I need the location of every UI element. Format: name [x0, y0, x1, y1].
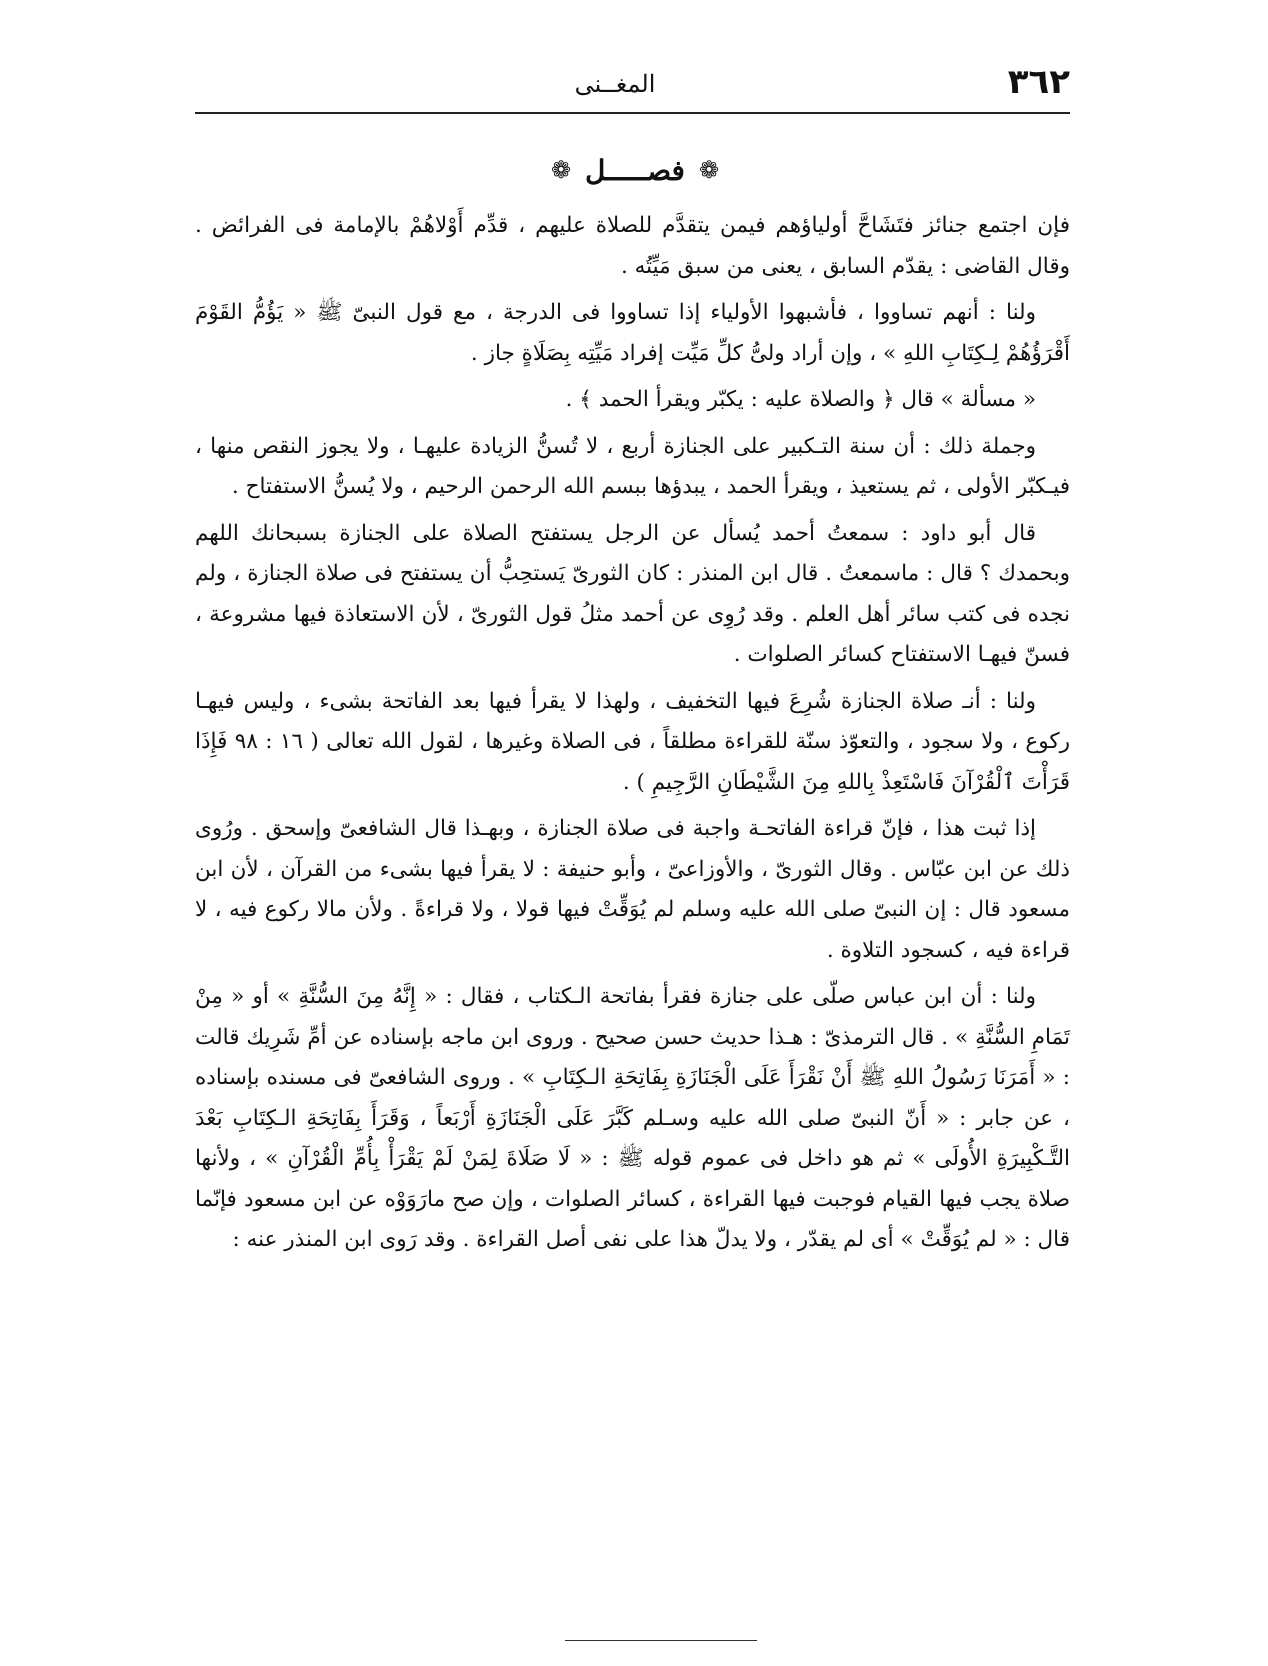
page-number: ٣٦٢	[1007, 62, 1070, 102]
paragraph: وجملة ذلك : أن سنة التـكبير على الجنازة أربع ، لا تُسنُّ الزيادة عليهـا ، ولا يجوز النقص منها ، فيـكبّر الأولى ، ثم يستعيذ ، ويقرأ الحمد ، يبدؤها ببسم الله الرحمن الرحيم ، ولا يُسنُّ الاستفتاح .	[195, 433, 1070, 499]
paragraph: ولنا : أن ابن عباس صلّى على جنازة فقرأ بفاتحة الـكتاب ، فقال : « إِنَّهُ مِنَ السُّنَّةِ » أو « مِنْ تَمَامِ السُّنَّةِ » . قال الترمذىّ : هـذا حديث حسن صحيح . وروى ابن ماجه بإسناده عن أمِّ شَرِيك قالت : « أَمَرَنَا رَسُولُ اللهِ ﷺ أَنْ نَقْرَأَ عَلَى الْجَنَازَةِ بِفَاتِحَةِ الـكِتَابِ » . وروى الشافعىّ فى مسنده بإسناده ، عن جابر : « أَنّ النبىّ صلى الله عليه وسـلم كَبَّرَ عَلَى الْجَنَازَةِ أَرْبَعاً ، وَقَرَأَ بِفَاتِحَةِ الـكِتَابِ بَعْدَ التَّـكْبِيرَةِ الأُولَى » ثم هو داخل فى عموم قوله ﷺ : « لَا صَلَاةَ لِمَنْ لَمْ يَقْرَأْ بِأُمِّ الْقُرْآنِ » ، ولأنها صلاة يجب فيها القيام فوجبت فيها القراءة ، كسائر الصلوات ، وإن صح مارَوَوْه عن ابن مسعود فإنّما قال : « لم يُوَقِّتْ » أى لم يقدّر ، ولا يدلّ هذا على نفى أصل القراءة . وقد رَوى ابن المنذر عنه :	[195, 984, 1070, 1252]
body-text	[195, 206, 1070, 1267]
paragraph: إذا ثبت هذا ، فإنّ قراءة الفاتحـة واجبة فى صلاة الجنازة ، وبهـذا قال الشافعىّ وإسحق . ورُوى ذلك عن ابن عبّاس . وقال الثورىّ ، والأوزاعىّ ، وأبو حنيفة : لا يقرأ فيها بشىء من القرآن ، لأن ابن مسعود قال : إن النبىّ صلى الله عليه وسلم لم يُوَقِّتْ فيها قولا ، ولا قراءةً . ولأن مالا ركوع فيه ، لا قراءة فيه ، كسجود التلاوة .	[195, 816, 1070, 963]
paragraph: قال أبو داود : سمعتُ أحمد يُسأل عن الرجل يستفتح الصلاة على الجنازة بسبحانك اللهم وبحمدك ؟ قال : ماسمعتُ . قال ابن المنذر : كان الثورىّ يَستحِبُّ أن يستفتح فى صلاة الجنازة ، ولم نجده فى كتب سائر أهل العلم . وقد رُوِى عن أحمد مثلُ قول الثورىّ ، لأن الاستعاذة فيها مشروعة ، فسنّ فيهـا الاستفتاح كسائر الصلوات .	[195, 520, 1070, 667]
ornament-left-icon: ❁	[550, 156, 572, 184]
ornament-right-icon: ❁	[698, 156, 720, 184]
paragraph: ولنا : أنـ صلاة الجنازة شُرِعَ فيها التخفيف ، ولهذا لا يقرأ فيها بعد الفاتحة بشىء ، وليس فيهـا ركوع ، ولا سجود ، والتعوّذ سنّة للقراءة مطلقاً ، فى الصلاة وغيرها ، لقول الله تعالى ( ١٦ : ٩٨ فَإِذَا قَرَأْتَ ٱلْقُرْآنَ فَاسْتَعِذْ بِاللهِ مِنَ الشَّيْطَانِ الرَّجِيمِ ) .	[195, 688, 1070, 795]
section-heading	[485, 150, 785, 190]
page-header	[195, 62, 1070, 112]
section-title: فصـــــل	[585, 153, 685, 187]
footer-rule	[565, 1640, 757, 1641]
header-rule	[195, 112, 1070, 114]
paragraph: فإن اجتمع جنائز فتَشَاحَّ أولياؤهم فيمن يتقدَّم للصلاة عليهم ، قدِّم أَوْلاهُمْ بالإمامة فى الفرائض . وقال القاضى : يقدّم السابق ، يعنى من سبق مَيِّتُه .	[195, 213, 1071, 279]
paragraph: ولنا : أنهم تساووا ، فأشبهوا الأولياء إذا تساووا فى الدرجة ، مع قول النبىّ ﷺ « يَؤُمُّ القَوْمَ أَقْرَؤُهُمْ لِـكِتَابِ اللهِ » ، وإن أراد ولىُّ كلِّ مَيِّت إفراد مَيِّتِه بِصَلَاةٍ جاز .	[195, 300, 1070, 366]
running-title: المغــنى	[574, 70, 656, 98]
paragraph: « مسألة » قال ﴿ والصلاة عليه : يكبّر ويقرأ الحمد ﴾ .	[565, 387, 1036, 412]
